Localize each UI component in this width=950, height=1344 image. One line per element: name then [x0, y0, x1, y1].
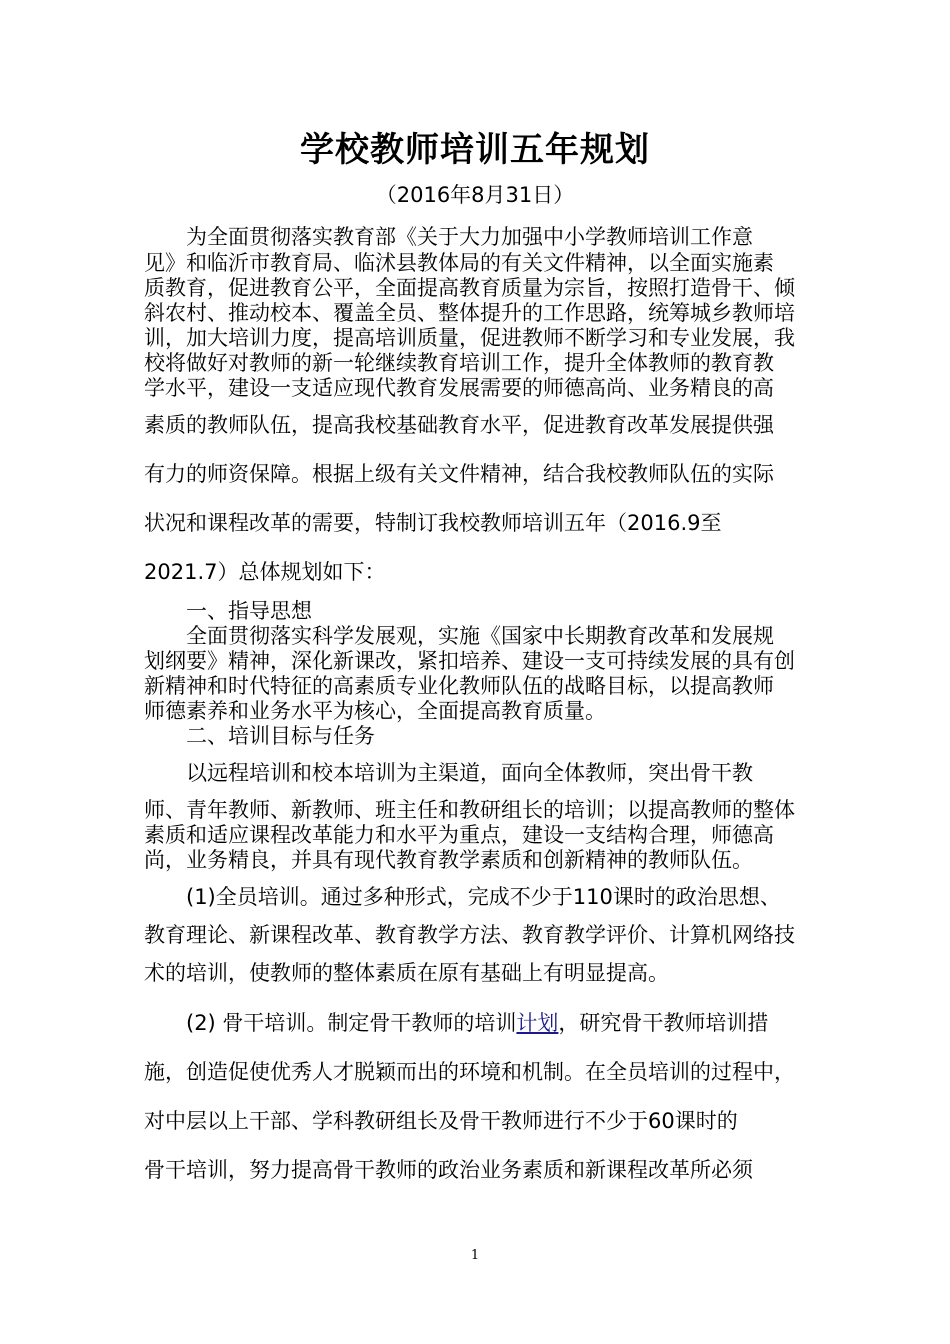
- paragraph-line: 划纲要》精神，深化新课改，紧扣培养、建设一支可持续发展的具有创: [144, 649, 795, 673]
- document-date: （2016年8月31日）: [375, 183, 575, 207]
- paragraph-line: 素质的教师队伍，提高我校基础教育水平，促进教育改革发展提供强: [144, 413, 774, 437]
- paragraph-line: 2021.7）总体规划如下：: [144, 560, 386, 584]
- paragraph-line: 校将做好对教师的新一轮继续教育培训工作，提升全体教师的教育教: [144, 351, 774, 375]
- document-title: 学校教师培训五年规划: [300, 130, 650, 170]
- paragraph-line: 学水平，建设一支适应现代教育发展需要的师德高尚、业务精良的高: [144, 376, 774, 400]
- paragraph-line: 师德素养和业务水平为核心，全面提高教育质量。: [144, 699, 606, 723]
- plan-link[interactable]: 计划: [516, 1011, 559, 1035]
- paragraph-line: 新精神和时代特征的高素质专业化教师队伍的战略目标，以提高教师: [144, 674, 774, 698]
- paragraph-line: (1)全员培训。通过多种形式，完成不少于110课时的政治思想、: [144, 885, 781, 909]
- paragraph-line: 状况和课程改革的需要，特制订我校教师培训五年（2016.9至: [144, 511, 722, 535]
- paragraph-line: 全面贯彻落实科学发展观，实施《国家中长期教育改革和发展规: [144, 624, 774, 648]
- paragraph-line: 斜农村、推动校本、覆盖全员、整体提升的工作思路，统筹城乡教师培: [144, 301, 795, 325]
- paragraph-line: 以远程培训和校本培训为主渠道，面向全体教师，突出骨干教: [144, 761, 753, 785]
- paragraph-line: 骨干培训，努力提高骨干教师的政治业务素质和新课程改革所必须: [144, 1158, 753, 1182]
- paragraph-line: 施，创造促使优秀人才脱颖而出的环境和机制。在全员培训的过程中，: [144, 1060, 795, 1084]
- section-heading-guiding-ideology: 一、指导思想: [144, 599, 312, 623]
- line-text: ，研究骨干教师培训措: [558, 1011, 769, 1035]
- paragraph-line: 师、青年教师、新教师、班主任和教研组长的培训；以提高教师的整体: [144, 798, 795, 822]
- page-number: 1: [470, 1248, 480, 1263]
- paragraph-line: 为全面贯彻落实教育部《关于大力加强中小学教师培训工作意: [144, 225, 753, 249]
- paragraph-line-with-link: [144, 1010, 824, 1036]
- paragraph-line: 对中层以上干部、学科教研组长及骨干教师进行不少于60课时的: [144, 1109, 738, 1133]
- paragraph-line: 训，加大培训力度，提高培训质量，促进教师不断学习和专业发展，我: [144, 326, 795, 350]
- paragraph-line: 素质和适应课程改革能力和水平为重点，建设一支结构合理，师德高: [144, 823, 774, 847]
- section-heading-training-goals: 二、培训目标与任务: [144, 724, 375, 748]
- paragraph-line: 质教育，促进教育公平，全面提高教育质量为宗旨，按照打造骨干、倾: [144, 276, 795, 300]
- paragraph-line: 教育理论、新课程改革、教育教学方法、教育教学评价、计算机网络技: [144, 923, 795, 947]
- paragraph-line: 有力的师资保障。根据上级有关文件精神，结合我校教师队伍的实际: [144, 462, 774, 486]
- line-text: (2) 骨干培训。制定骨干教师的培训: [144, 1011, 517, 1035]
- paragraph-line: 术的培训，使教师的整体素质在原有基础上有明显提高。: [144, 961, 669, 985]
- paragraph-line: 见》和临沂市教育局、临沭县教体局的有关文件精神，以全面实施素: [144, 251, 774, 275]
- paragraph-line: 尚，业务精良，并具有现代教育教学素质和创新精神的教师队伍。: [144, 848, 753, 872]
